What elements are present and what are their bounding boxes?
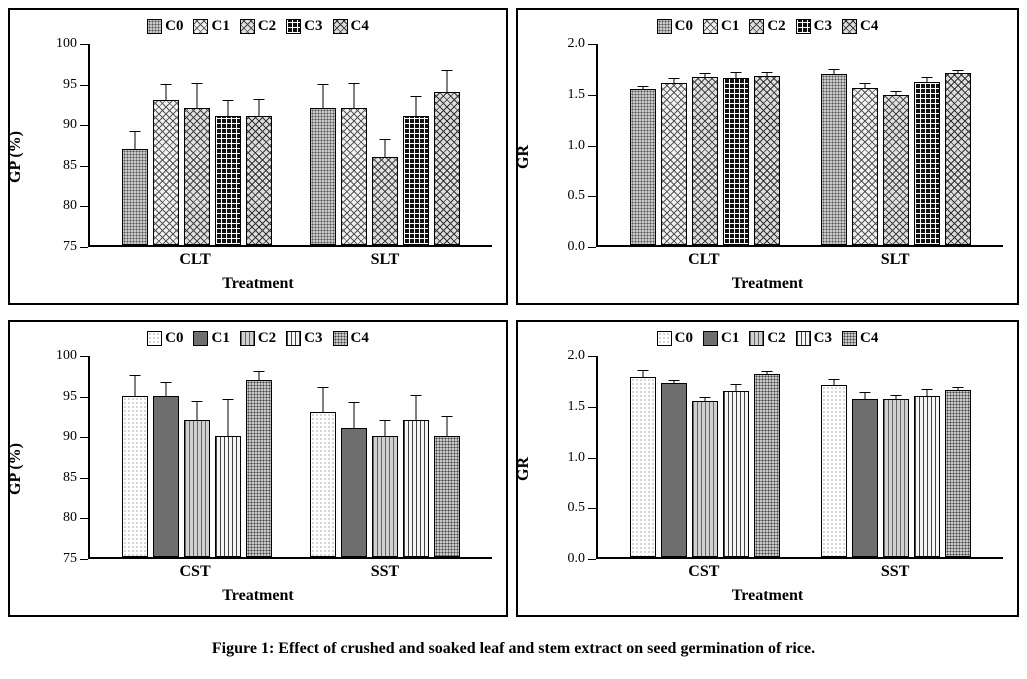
legend-item xyxy=(333,18,369,35)
bar-column xyxy=(883,356,909,557)
bar-column xyxy=(630,356,656,557)
bar xyxy=(661,83,687,245)
legend-item xyxy=(796,330,832,347)
legend-label: C0 xyxy=(674,330,693,346)
y-axis-tick xyxy=(588,146,596,147)
legend-label: C3 xyxy=(813,330,833,346)
bar xyxy=(754,76,780,245)
y-axis-tick-label: 0.0 xyxy=(567,239,585,254)
bar-group xyxy=(114,44,279,245)
legend-swatch-icon xyxy=(796,331,811,346)
legend-swatch-icon xyxy=(240,331,255,346)
bar xyxy=(434,436,460,557)
bar xyxy=(372,157,398,245)
group-label: CST xyxy=(688,563,720,580)
legend-label: C3 xyxy=(304,18,323,34)
legend-label: C4 xyxy=(860,18,879,34)
bar xyxy=(914,82,940,245)
legend-label: C0 xyxy=(165,330,184,346)
legend-item xyxy=(796,18,832,35)
legend-swatch-icon xyxy=(657,19,672,34)
bar xyxy=(883,399,909,557)
legend-swatch-icon xyxy=(286,331,301,346)
y-axis-tick-label: 80 xyxy=(63,510,77,526)
legend-label: C2 xyxy=(257,18,277,34)
bar-column xyxy=(153,356,179,557)
group-label-spacer xyxy=(979,251,1003,269)
bar-group xyxy=(303,44,468,245)
x-axis-group-labels xyxy=(596,251,1003,269)
bar-column xyxy=(122,44,148,245)
x-axis-title: Treatment xyxy=(222,587,294,604)
y-axis-tick-label: 85 xyxy=(63,469,77,485)
bar-column xyxy=(754,44,780,245)
group-label-spacer xyxy=(596,563,620,581)
y-axis-tick xyxy=(80,125,88,126)
bar xyxy=(723,391,749,557)
legend-item xyxy=(703,18,739,35)
group-label-spacer xyxy=(787,251,811,269)
group-label-spacer xyxy=(88,563,112,581)
y-axis-tick xyxy=(80,44,88,45)
y-axis-tick xyxy=(80,397,88,398)
legend-item xyxy=(749,330,785,347)
bar xyxy=(852,88,878,245)
legend-item xyxy=(333,330,369,347)
bar xyxy=(661,383,687,557)
legend-item xyxy=(749,18,785,35)
bar xyxy=(215,436,241,557)
legend-label: C1 xyxy=(211,18,230,34)
bar-column xyxy=(852,44,878,245)
bar-column xyxy=(403,356,429,557)
y-axis-tick xyxy=(588,559,596,560)
group-label: CLT xyxy=(688,251,720,268)
bar-column xyxy=(821,356,847,557)
legend-swatch-icon xyxy=(703,331,718,346)
y-axis-tick-label: 2.0 xyxy=(567,36,585,51)
legend-label: C2 xyxy=(767,330,786,346)
y-axis-tick xyxy=(80,247,88,248)
legend-label: C1 xyxy=(720,18,740,34)
figure-caption: Figure 1: Effect of crushed and soaked leaf and stem extract on seed germination of rice. xyxy=(211,640,816,657)
legend-cst-sst-gp xyxy=(10,330,506,347)
legend-swatch-icon xyxy=(842,19,857,34)
x-axis-title: Treatment xyxy=(731,275,804,292)
bar-column xyxy=(372,44,398,245)
legend-swatch-icon xyxy=(286,19,301,34)
group-label-spacer xyxy=(596,251,620,269)
y-axis-tick-label: 100 xyxy=(56,36,77,51)
y-axis-tick xyxy=(588,508,596,509)
plot-area xyxy=(56,348,492,566)
bar-column xyxy=(754,356,780,557)
legend-item xyxy=(147,18,183,35)
group-label-spacer xyxy=(278,563,302,581)
legend-clt-slt-gr xyxy=(518,18,1017,35)
x-axis-group-labels xyxy=(88,251,492,269)
y-axis-tick-label: 95 xyxy=(63,388,77,404)
y-axis-tick xyxy=(588,458,596,459)
legend-item xyxy=(657,330,693,347)
legend-item xyxy=(147,330,183,347)
legend-label: C0 xyxy=(674,18,693,34)
y-axis-tick-label: 90 xyxy=(63,429,77,445)
y-axis-title: GR xyxy=(515,144,532,169)
y-axis-tick-label: 90 xyxy=(63,117,77,133)
bar xyxy=(723,78,749,245)
legend-swatch-icon xyxy=(333,331,348,346)
group-label: SLT xyxy=(370,251,400,268)
bar xyxy=(821,385,847,557)
chart-panel-cst-sst-gp xyxy=(8,320,508,617)
bar-series-container xyxy=(90,356,492,557)
bar xyxy=(945,390,971,557)
bar-column xyxy=(945,356,971,557)
y-axis-tick-label: 85 xyxy=(63,157,77,173)
legend-item xyxy=(703,330,739,347)
y-axis-tick-label: 100 xyxy=(56,348,77,363)
bar-column xyxy=(434,44,460,245)
bar-column xyxy=(403,44,429,245)
bar-series-container xyxy=(598,356,1003,557)
y-axis-tick xyxy=(588,196,596,197)
y-axis-tick-label: 0.5 xyxy=(567,188,585,204)
bar xyxy=(372,436,398,557)
y-axis-tick-label: 2.0 xyxy=(567,348,585,363)
bar xyxy=(184,420,210,557)
legend-swatch-icon xyxy=(749,331,764,346)
legend-swatch-icon xyxy=(796,19,811,34)
bar-column xyxy=(661,44,687,245)
y-axis-tick-label: 75 xyxy=(63,239,77,254)
bar xyxy=(246,116,272,245)
y-axis-title: GP (%) xyxy=(7,130,24,183)
legend-label: C4 xyxy=(860,330,879,346)
group-label-spacer xyxy=(278,251,302,269)
bar-column xyxy=(630,44,656,245)
bar-group xyxy=(303,356,468,557)
group-label: SST xyxy=(880,563,910,580)
bar-column xyxy=(341,44,367,245)
group-label: CLT xyxy=(179,251,211,268)
legend-item xyxy=(657,18,693,35)
legend-swatch-icon xyxy=(147,19,162,34)
group-label: SST xyxy=(370,563,400,580)
bar xyxy=(630,377,656,557)
legend-clt-slt-gp xyxy=(10,18,506,35)
y-axis-tick-label: 1.5 xyxy=(567,398,585,414)
bar-group xyxy=(114,356,279,557)
bar-column xyxy=(246,44,272,245)
bar-group xyxy=(622,44,788,245)
legend-swatch-icon xyxy=(657,331,672,346)
bar xyxy=(246,380,272,557)
group-label-spacer xyxy=(468,563,492,581)
bar xyxy=(341,428,367,557)
bar xyxy=(434,92,460,245)
y-axis-tick xyxy=(588,407,596,408)
legend-swatch-icon xyxy=(749,19,764,34)
bar xyxy=(692,401,718,557)
bar xyxy=(341,108,367,245)
bar xyxy=(914,396,940,557)
x-axis-group-labels xyxy=(596,563,1003,581)
bar-group xyxy=(813,44,979,245)
bar-column xyxy=(692,44,718,245)
y-axis-tick xyxy=(588,44,596,45)
y-axis-tick xyxy=(80,85,88,86)
bar xyxy=(153,396,179,557)
bar-column xyxy=(372,356,398,557)
bar-column xyxy=(723,44,749,245)
legend-label: C1 xyxy=(720,330,740,346)
bar xyxy=(883,95,909,245)
legend-label: C4 xyxy=(350,18,369,34)
bar-column xyxy=(184,44,210,245)
legend-item xyxy=(286,18,322,35)
y-axis-tick-label: 1.0 xyxy=(567,449,585,465)
x-axis xyxy=(88,557,492,559)
x-axis-title: Treatment xyxy=(222,275,294,292)
bar-column xyxy=(821,44,847,245)
x-axis xyxy=(596,245,1003,247)
chart-panel-clt-slt-gr xyxy=(516,8,1019,305)
bar-column xyxy=(310,44,336,245)
bar-column xyxy=(341,356,367,557)
legend-swatch-icon xyxy=(193,331,208,346)
bar-column xyxy=(246,356,272,557)
legend-item xyxy=(842,330,878,347)
y-axis-tick xyxy=(80,478,88,479)
legend-label: C3 xyxy=(304,330,323,346)
bar-column xyxy=(215,356,241,557)
bar xyxy=(945,73,971,245)
bar-series-container xyxy=(90,44,492,245)
bar-column xyxy=(434,356,460,557)
y-axis-tick xyxy=(588,247,596,248)
bar-column xyxy=(914,356,940,557)
legend-label: C1 xyxy=(211,330,230,346)
bar xyxy=(630,89,656,245)
y-axis-tick-label: 0.0 xyxy=(567,551,585,566)
legend-label: C2 xyxy=(767,18,786,34)
y-axis-tick-label: 0.5 xyxy=(567,500,585,516)
legend-label: C4 xyxy=(350,330,369,346)
bar-column xyxy=(122,356,148,557)
y-axis-tick xyxy=(80,559,88,560)
y-axis-title: GR xyxy=(515,456,532,481)
x-axis-group-labels xyxy=(88,563,492,581)
group-label-spacer xyxy=(468,251,492,269)
bar xyxy=(310,412,336,557)
y-axis-tick-label: 1.0 xyxy=(567,137,585,153)
chart-panel-clt-slt-gp xyxy=(8,8,508,305)
y-axis-tick xyxy=(80,437,88,438)
bar xyxy=(153,100,179,245)
y-axis-tick xyxy=(80,356,88,357)
bar-column xyxy=(692,356,718,557)
legend-item xyxy=(842,18,878,35)
plot-area xyxy=(567,36,1003,254)
legend-swatch-icon xyxy=(193,19,208,34)
bar-column xyxy=(184,356,210,557)
legend-label: C0 xyxy=(165,18,184,34)
legend-label: C3 xyxy=(813,18,833,34)
y-axis-tick xyxy=(80,166,88,167)
bar xyxy=(821,74,847,245)
group-label-spacer xyxy=(979,563,1003,581)
bar-group xyxy=(622,356,788,557)
bar xyxy=(122,396,148,557)
legend-cst-sst-gr xyxy=(518,330,1017,347)
y-axis-tick-label: 75 xyxy=(63,551,77,566)
x-axis xyxy=(88,245,492,247)
group-label-spacer xyxy=(787,563,811,581)
y-axis-tick-label: 80 xyxy=(63,198,77,214)
chart-panel-cst-sst-gr xyxy=(516,320,1019,617)
legend-swatch-icon xyxy=(147,331,162,346)
bar xyxy=(852,399,878,557)
bar xyxy=(754,374,780,557)
y-axis-tick-label: 1.5 xyxy=(567,86,585,102)
y-axis-title: GP (%) xyxy=(7,442,24,495)
legend-swatch-icon xyxy=(240,19,255,34)
bar-series-container xyxy=(598,44,1003,245)
bar-column xyxy=(945,44,971,245)
bar-column xyxy=(723,356,749,557)
bar-group xyxy=(813,356,979,557)
bar xyxy=(403,116,429,245)
y-axis-tick xyxy=(80,518,88,519)
group-label-spacer xyxy=(88,251,112,269)
bar-column xyxy=(661,356,687,557)
y-axis-tick xyxy=(80,206,88,207)
bar-column xyxy=(310,356,336,557)
bar xyxy=(122,149,148,245)
bar xyxy=(310,108,336,245)
bar-column xyxy=(153,44,179,245)
legend-item xyxy=(193,330,229,347)
y-axis-tick xyxy=(588,356,596,357)
bar-column xyxy=(914,44,940,245)
y-axis-tick-label: 95 xyxy=(63,76,77,92)
legend-item xyxy=(240,18,276,35)
x-axis-title: Treatment xyxy=(731,587,804,604)
bar-column xyxy=(215,44,241,245)
legend-item xyxy=(193,18,229,35)
legend-item xyxy=(286,330,322,347)
legend-label: C2 xyxy=(257,330,277,346)
bar-column xyxy=(852,356,878,557)
y-axis-tick xyxy=(588,95,596,96)
bar xyxy=(184,108,210,245)
group-label: CST xyxy=(179,563,211,580)
legend-swatch-icon xyxy=(842,331,857,346)
legend-item xyxy=(240,330,276,347)
legend-swatch-icon xyxy=(703,19,718,34)
plot-area xyxy=(56,36,492,254)
bar xyxy=(692,77,718,245)
bar xyxy=(215,116,241,245)
legend-swatch-icon xyxy=(333,19,348,34)
bar xyxy=(403,420,429,557)
x-axis xyxy=(596,557,1003,559)
group-label: SLT xyxy=(880,251,910,268)
plot-area xyxy=(567,348,1003,566)
bar-column xyxy=(883,44,909,245)
